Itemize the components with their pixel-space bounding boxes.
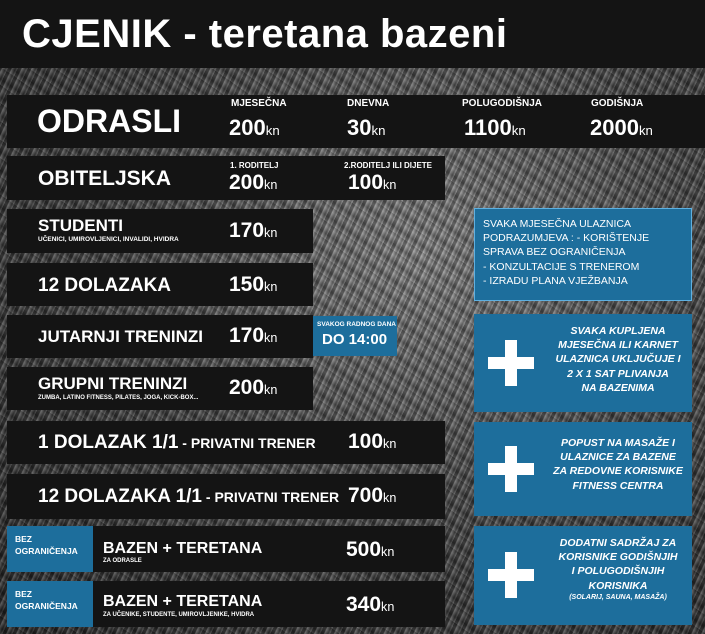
row-obiteljska <box>7 156 445 200</box>
odrasli-price-1: 200kn <box>229 115 280 140</box>
note2-line-3: ULAZNICA UKLJUČUJE I <box>555 353 681 366</box>
note1-line-5: - IZRADU PLANA VJEŽBANJA <box>483 274 628 287</box>
plus-icon <box>488 340 534 386</box>
row-studenti <box>7 209 313 253</box>
bazen1-tag <box>7 526 93 572</box>
odrasli-head-1: MJESEČNA <box>231 98 287 109</box>
studenti-sub: UČENICI, UMIROVLJENICI, INVALIDI, HVIDRA <box>38 236 179 243</box>
odrasli-price-4: 2000kn <box>590 115 653 140</box>
studenti-price: 170kn <box>229 219 278 242</box>
info-box-popust <box>474 422 692 516</box>
note4-line-2: KORISNIKE GODIŠNJIH <box>558 551 678 564</box>
bazen1-tag-a: BEZ <box>15 534 32 544</box>
info-box-dodatni <box>474 526 692 625</box>
note3-line-2: ULAZNICE ZA BAZENE <box>560 451 676 464</box>
odrasli-price-3: 1100kn <box>464 115 526 140</box>
note2-line-5: NA BAZENIMA <box>581 381 655 394</box>
obiteljska-head-2: 2.RODITELJ ILI DIJETE <box>344 161 433 170</box>
title-bar <box>0 0 705 68</box>
bazen2-label: BAZEN + TERETANA <box>103 593 263 610</box>
note2-line-4: 2 X 1 SAT PLIVANJA <box>567 367 669 380</box>
row-bazen-ucenici <box>7 581 445 627</box>
obiteljska-label: OBITELJSKA <box>38 167 172 190</box>
jutarnji-badge-small: SVAKOG RADNOG DANA <box>317 321 396 328</box>
privatni12-label: 12 DOLAZAKA 1/1 - PRIVATNI TRENER <box>38 486 340 507</box>
bazen1-tag-b: OGRANIČENJA <box>15 546 78 556</box>
obiteljska-price-1: 200kn <box>229 171 278 194</box>
note1-line-3: SPRAVA BEZ OGRANIČENJA <box>483 246 626 259</box>
row-privatni-1 <box>7 421 445 464</box>
note3-line-1: POPUST NA MASAŽE I <box>561 437 675 449</box>
note2-line-1: SVAKA KUPLJENA <box>570 325 666 337</box>
dolazaka12-price: 150kn <box>229 273 278 296</box>
privatni12-price: 700kn <box>348 484 397 507</box>
bazen1-price: 500kn <box>346 538 395 561</box>
privatni1-price: 100kn <box>348 430 397 453</box>
note1-line-1: SVAKA MJESEČNA ULAZNICA <box>483 218 632 230</box>
plus-icon <box>488 446 534 492</box>
row-grupni <box>7 367 313 410</box>
note4-line-1: DODATNI SADRŽAJ ZA <box>559 537 677 549</box>
page-title: CJENIK - teretana bazeni <box>22 12 508 56</box>
note4-line-4: KORISNIKA <box>588 579 648 592</box>
odrasli-head-4: GODIŠNJA <box>591 98 644 109</box>
bazen2-tag-b: OGRANIČENJA <box>15 601 78 611</box>
jutarnji-badge-big: DO 14:00 <box>322 331 388 348</box>
note2-line-2: MJESEČNA ILI KARNET <box>558 339 678 352</box>
note4-line-3: I POLUGODIŠNJIH <box>571 565 665 578</box>
row-odrasli <box>7 95 705 148</box>
odrasli-head-3: POLUGODIŠNJA <box>462 98 543 109</box>
bazen2-price: 340kn <box>346 593 395 616</box>
note1-line-2: PODRAZUMJEVA : - KORIŠTENJE <box>483 232 650 245</box>
note3-line-3: ZA REDOVNE KORISNIKE <box>553 465 683 478</box>
obiteljska-price-2: 100kn <box>348 171 397 194</box>
bazen2-tag <box>7 581 93 627</box>
obiteljska-head-1: 1. RODITELJ <box>230 161 279 170</box>
grupni-price: 200kn <box>229 376 278 399</box>
plus-icon <box>488 552 534 598</box>
row-bazen-odrasli <box>7 526 445 572</box>
bazen2-tag-a: BEZ <box>15 589 32 599</box>
privatni1-label: 1 DOLAZAK 1/1 - PRIVATNI TRENER <box>38 432 316 453</box>
row-privatni-12 <box>7 474 445 519</box>
odrasli-label: ODRASLI <box>37 103 181 139</box>
note1-line-4: - KONZULTACIJE S TRENEROM <box>483 260 640 273</box>
odrasli-price-2: 30kn <box>347 115 386 140</box>
grupni-label: GRUPNI TRENINZI <box>38 374 188 393</box>
jutarnji-price: 170kn <box>229 324 278 347</box>
jutarnji-badge <box>313 316 397 356</box>
jutarnji-label: JUTARNJI TRENINZI <box>38 327 203 346</box>
row-jutarnji <box>7 315 313 358</box>
info-box-mjesecna <box>474 208 692 301</box>
info-box-plivanje <box>474 314 692 412</box>
studenti-label: STUDENTI <box>38 216 123 235</box>
dolazaka12-label: 12 DOLAZAKA <box>38 275 172 296</box>
bazen1-sub: ZA ODRASLE <box>103 558 142 564</box>
row-12-dolazaka <box>7 263 313 306</box>
bazen1-label: BAZEN + TERETANA <box>103 540 263 557</box>
odrasli-head-2: DNEVNA <box>347 98 390 109</box>
note4-sub: (SOLARIJ, SAUNA, MASAŽA) <box>569 593 667 601</box>
grupni-sub: ZUMBA, LATINO FITNESS, PILATES, JOGA, KICK-BOX... <box>38 395 199 401</box>
bazen2-sub: ZA UČENIKE, STUDENTE, UMIROVLJENIKE, HVIDRA <box>103 612 255 618</box>
note3-line-4: FITNESS CENTRA <box>572 479 664 492</box>
